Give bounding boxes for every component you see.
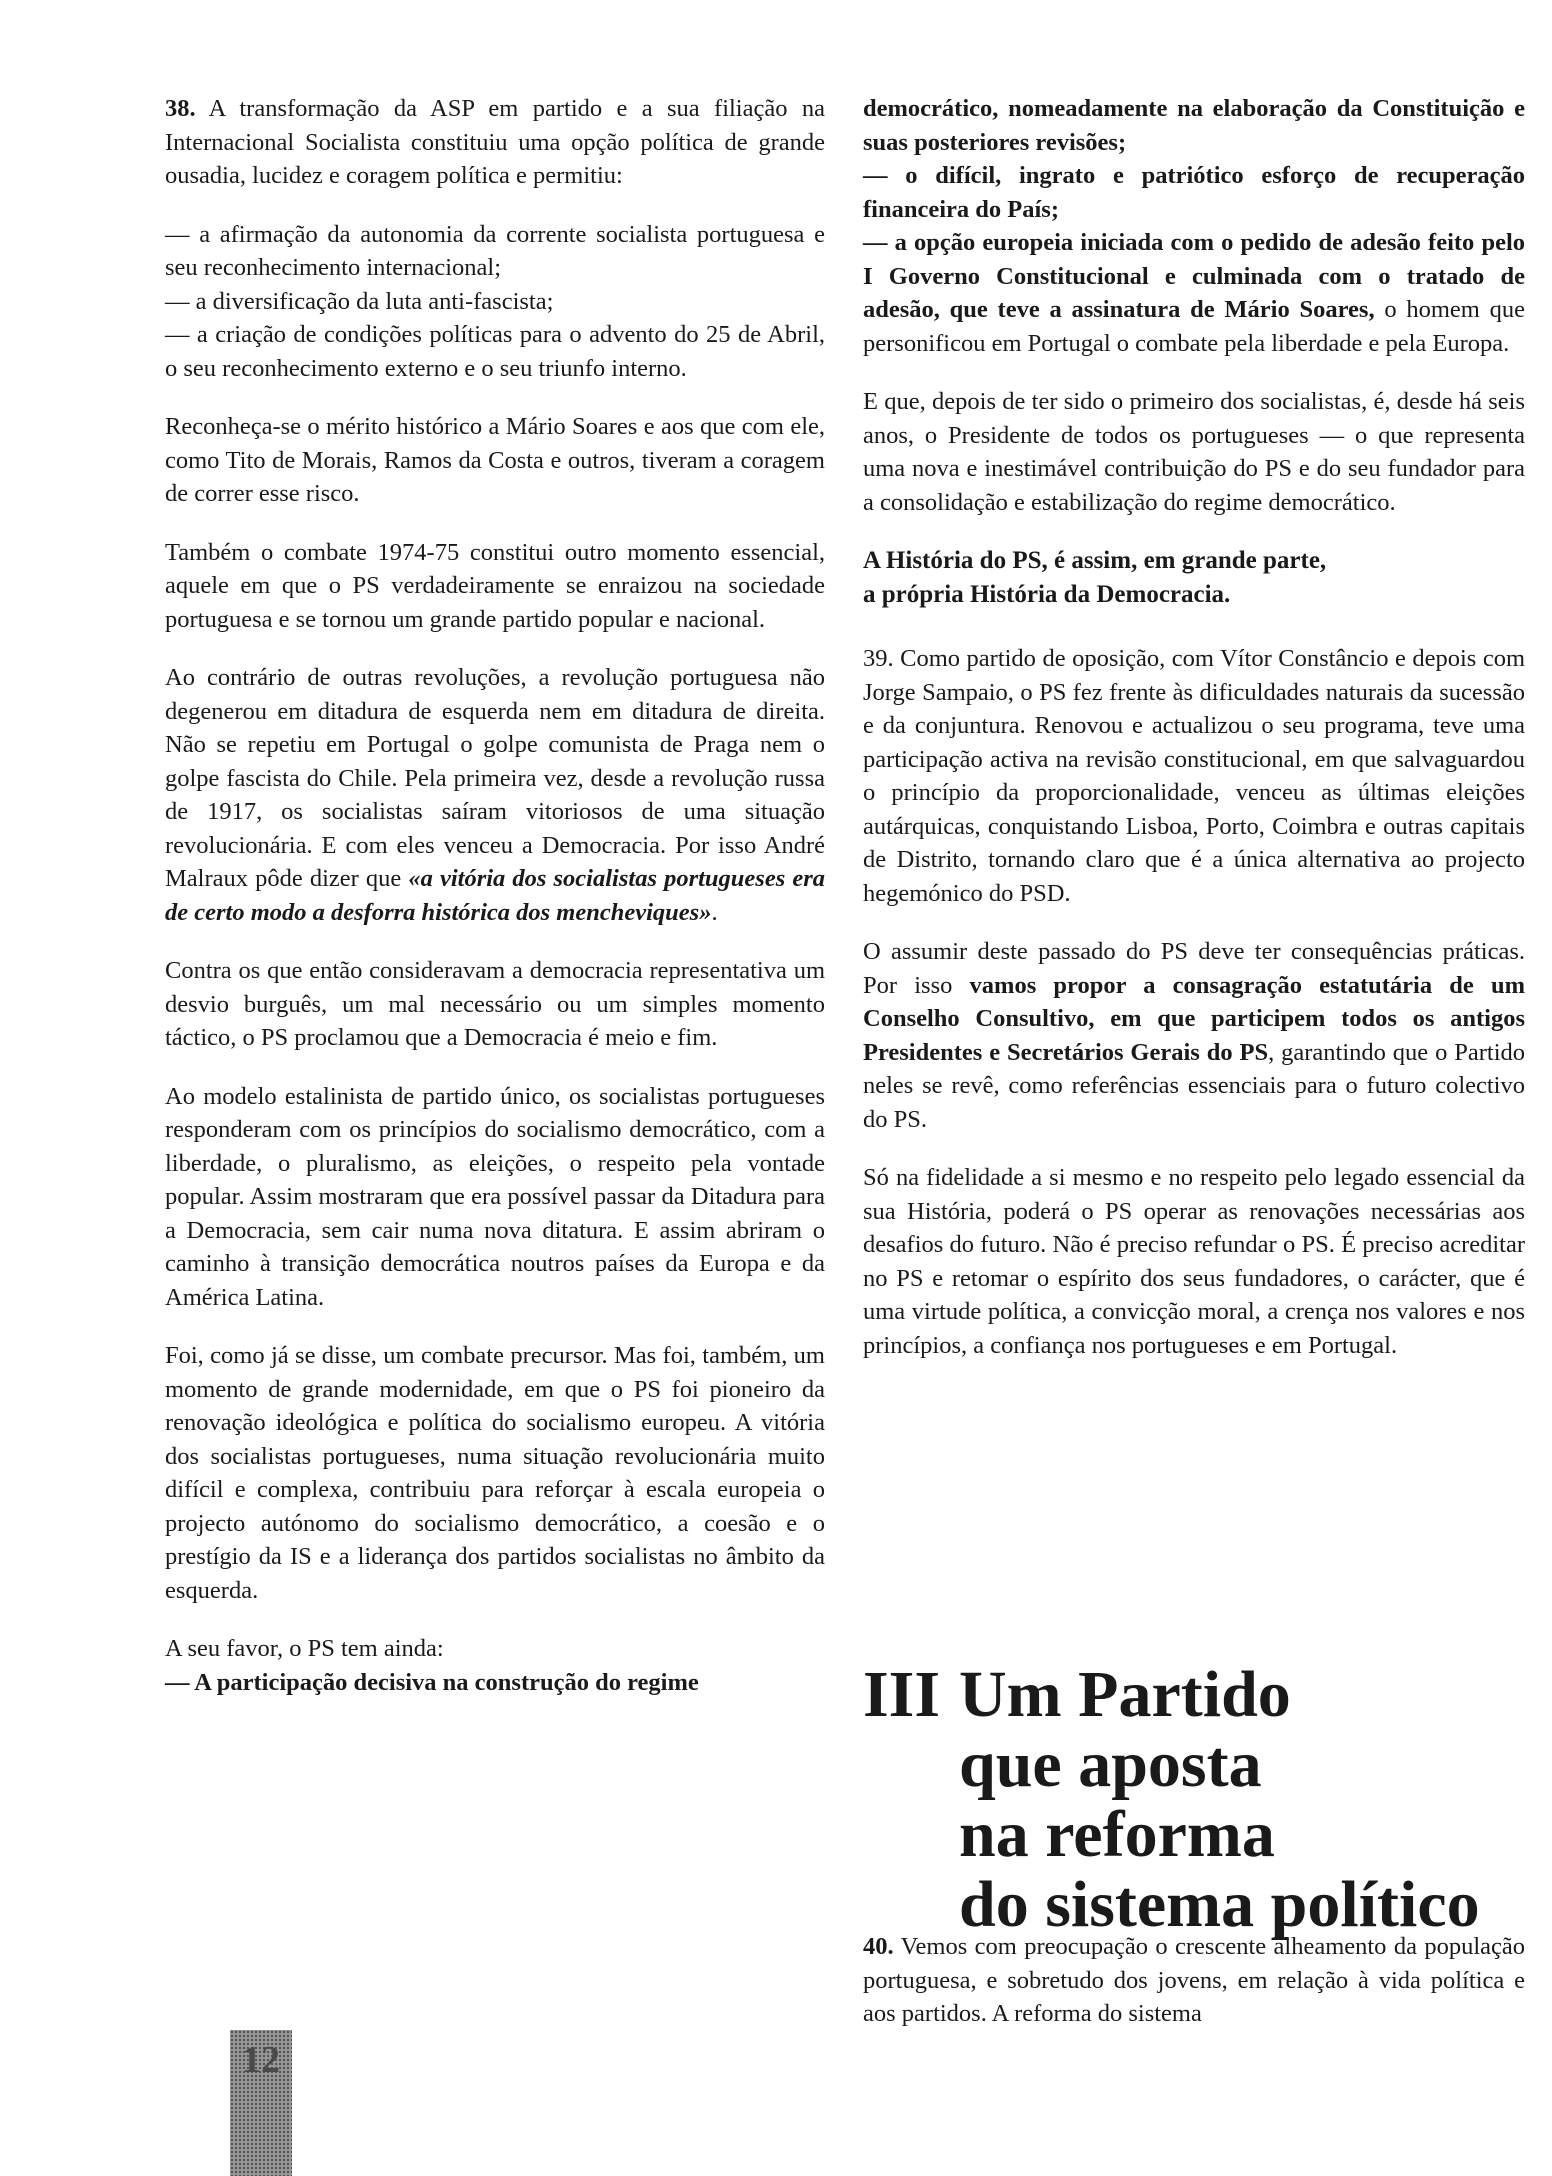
section-title-line: que aposta <box>959 1728 1262 1801</box>
paragraph-text: , garantindo que o Partido neles se revê, como referências essenciais para o futuro colectivo do PS. <box>863 1038 1525 1133</box>
list-item: — a criação de condições políticas para o advento do 25 de Abril, o seu reconhecimento externo e o seu triunfo interno. <box>165 321 825 382</box>
paragraph: A seu favor, o PS tem ainda: <box>165 1635 444 1662</box>
paragraph: Ao modelo estalinista de partido único, os socialistas portugueses responderam com os princípios do socialismo democrático, com a liberdade, o pluralismo, as eleições, o respeito pela vontade popular. Assim mostraram que era possível passar da Ditadura para a Democracia, sem cair numa nova ditatura. E assim abriram o caminho à transição democrática noutros países da Europa e da América Latina. <box>165 1082 825 1311</box>
section-title-line: Um Partido <box>959 1658 1291 1731</box>
paragraph-text: O assumir deste passado do PS deve ter consequências práticas. Por isso <box>863 938 1525 999</box>
right-column <box>863 92 1525 1387</box>
paragraph-number: 40. <box>863 1933 894 1960</box>
left-column <box>165 92 825 1699</box>
paragraph-text: A transformação da ASP em partido e a sua filiação na Internacional Socialista constituiu uma opção política de grande ousadia, lucidez e coragem política e permitiu: <box>165 95 825 189</box>
section-heading <box>863 1660 1525 1940</box>
paragraph: Também o combate 1974-75 constitui outro momento essencial, aquele em que o PS verdadeiramente se enraizou na sociedade portuguesa e se tornou um grande partido popular e nacional. <box>165 538 825 633</box>
list-item: — a diversificação da luta anti-fascista; <box>165 287 554 315</box>
lead-line: a própria História da Democracia. <box>863 581 1231 608</box>
paragraph-38 <box>165 92 825 193</box>
paragraph: Contra os que então consideravam a democracia representativa um desvio burguês, um mal necessário ou um simples momento táctico, o PS proclamou que a Democracia é meio e fim. <box>165 957 825 1051</box>
paragraph-number: 38. <box>165 95 196 122</box>
paragraph: Foi, como já se disse, um combate precursor. Mas foi, também, um momento de grande modernidade, em que o PS foi pioneiro da renovação ideológica e política do socialismo europeu. A vitória dos socialistas portugueses, numa situação revolucionária muito difícil e complexa, contribuiu para reforçar à escala europeia o projecto autónomo do socialismo democrático, a coesão e o prestígio da IS e a liderança dos partidos socialistas no âmbito da esquerda. <box>165 1342 825 1604</box>
lead-line: A História do PS, é assim, em grande parte, <box>863 547 1327 574</box>
section-title-lines <box>959 1660 1525 1940</box>
paragraph-number: 39. <box>863 645 894 672</box>
list-item-bold: democrático, nomeadamente na elaboração da Constituição e suas posteriores revisões; <box>863 95 1525 156</box>
list-item-continuation <box>863 92 1525 159</box>
list-item <box>165 1666 825 1700</box>
malraux-quote: «a vitória dos socialistas portugueses era de certo modo a desforra histórica dos mencheviques» <box>165 865 825 926</box>
paragraph-bold: vamos propor a consagração estatutária de um Conselho Consultivo, em que participem todos os antigos Presidentes e Secretários Gerais do PS <box>863 971 1525 1066</box>
paragraph-39 <box>863 642 1525 910</box>
list-item-bold: — a opção europeia iniciada com o pedido de adesão feito pelo I Governo Constitucional e culminada com o tratado de adesão, que teve a assinatura de Mário Soares, <box>863 229 1525 323</box>
section-title-line: do sistema político <box>959 1868 1480 1941</box>
paragraph-text: Ao contrário de outras revoluções, a revolução portuguesa não degenerou em ditadura de esquerda nem em ditadura de direita. Não se repetiu em Portugal o golpe comunista de Praga nem o golpe fascista do Chile. Pela primeira vez, desde a revolução russa de 1917, os socialistas saíram vitoriosos de uma situação revolucionária. E com eles venceu a Democracia. Por isso André Malraux pôde dizer que <box>165 664 825 892</box>
list-item-bold: — o difícil, ingrato e patriótico esforço de recuperação financeira do País; <box>863 162 1525 223</box>
list-item <box>863 159 1525 226</box>
section-number: III <box>863 1658 941 1731</box>
paragraph: Só na fidelidade a si mesmo e no respeito pelo legado essencial da sua História, poderá o PS operar as renovações necessárias aos desafios do futuro. Não é preciso refundar o PS. É preciso acreditar no PS e retomar o espírito dos seus fundadores, o carácter, que é uma virtude política, a convicção moral, a crença nos valores e nos princípios, a confiança nos portugueses e em Portugal. <box>863 1164 1525 1359</box>
paragraph: Reconheça-se o mérito histórico a Mário Soares e aos que com ele, como Tito de Morais, Ramos da Costa e outros, tiveram a coragem de correr esse risco. <box>165 413 825 507</box>
paragraph-40-block <box>863 1930 1525 2031</box>
list-item-bold: — A participação decisiva na construção do regime <box>165 1668 699 1696</box>
section-title-line: na reforma <box>959 1798 1275 1871</box>
paragraph-40 <box>863 1930 1525 2031</box>
list-item-text: o homem que personificou em Portugal o combate pela liberdade e pela Europa. <box>863 296 1525 357</box>
paragraph <box>863 935 1525 1136</box>
paragraph-text: Como partido de oposição, com Vítor Constâncio e depois com Jorge Sampaio, o PS fez frente às dificuldades naturais da sucessão e da conjuntura. Renovou e actualizou o seu programa, teve uma participação activa na revisão constitucional, em que salvaguardou o princípio da proporcionalidade, venceu as últimas eleições autárquicas, conquistando Lisboa, Porto, Coimbra e outras capitais de Distrito, tornando claro que é a única alternativa ao projecto hegemónico do PSD. <box>863 645 1526 907</box>
list-item <box>863 226 1525 360</box>
paragraph-end: . <box>711 898 718 926</box>
list-item: — a afirmação da autonomia da corrente socialista portuguesa e seu reconhecimento internacional; <box>165 220 825 281</box>
page-number: 12 <box>230 2030 292 2176</box>
paragraph-text: Vemos com preocupação o crescente alheamento da população portuguesa, e sobretudo dos jovens, em relação à vida política e aos partidos. A reforma do sistema <box>863 1933 1526 2027</box>
lead-statement <box>863 544 1525 612</box>
paragraph: E que, depois de ter sido o primeiro dos socialistas, é, desde há seis anos, o Presidente de todos os portugueses — o que representa uma nova e inestimável contribuição do PS e do seu fundador para a consolidação e estabilização do regime democrático. <box>863 388 1525 516</box>
paragraph <box>165 661 825 929</box>
